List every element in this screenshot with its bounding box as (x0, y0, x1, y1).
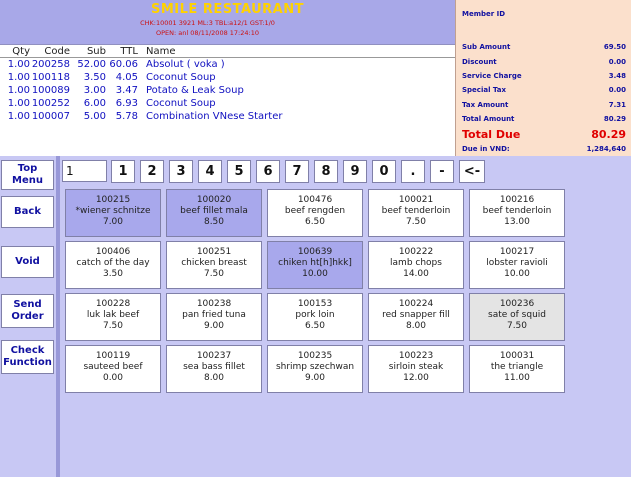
menu-item-code: 100639 (297, 247, 333, 257)
menu-item-button[interactable] (166, 345, 262, 393)
order-header (0, 45, 455, 58)
col-code: Code (44, 46, 70, 57)
col-ttl: TTL (120, 46, 138, 57)
keypad-key[interactable]: 0 (372, 160, 396, 183)
menu-item-price: 7.50 (102, 321, 124, 331)
sub-cell: 5.00 (83, 111, 106, 122)
menu-item-price: 9.00 (304, 373, 326, 383)
menu-item-button[interactable] (469, 293, 565, 341)
menu-item-button[interactable] (267, 345, 363, 393)
menu-item-button[interactable] (368, 241, 464, 289)
due-vnd-value: 1,284,640 (586, 145, 626, 153)
menu-item-code: 100217 (499, 247, 535, 257)
back-button[interactable]: Back (1, 196, 54, 228)
menu-item-code: 100216 (499, 195, 535, 205)
summary-value: 0.00 (608, 86, 626, 94)
menu-item-button[interactable] (368, 293, 464, 341)
col-qty: Qty (12, 46, 30, 57)
menu-item-name: catch of the day (76, 258, 150, 268)
keypad-key[interactable]: 2 (140, 160, 164, 183)
member-id-label: Member ID (462, 10, 506, 18)
col-sub: Sub (86, 46, 106, 57)
menu-item-name: *wiener schnitze (75, 206, 151, 216)
menu-item-button[interactable] (65, 241, 161, 289)
ttl-cell: 5.78 (115, 111, 138, 122)
order-row[interactable] (0, 84, 455, 97)
summary-row (462, 86, 626, 94)
menu-item-name: pan fried tuna (182, 310, 246, 320)
menu-item-button[interactable] (65, 293, 161, 341)
menu-item-button[interactable] (469, 189, 565, 237)
menu-item-name: sate of squid (488, 310, 546, 320)
keypad-key[interactable]: 4 (198, 160, 222, 183)
menu-item-code: 100020 (196, 195, 232, 205)
qty-cell: 1.00 (7, 59, 30, 70)
menu-item-name: the triangle (490, 362, 544, 372)
keypad-key[interactable]: 9 (343, 160, 367, 183)
order-row[interactable] (0, 71, 455, 84)
menu-item-price: 7.50 (203, 269, 225, 279)
ttl-cell: 6.93 (115, 98, 138, 109)
menu-item-button[interactable] (65, 189, 161, 237)
name-cell: Coconut Soup (146, 98, 216, 109)
menu-item-code: 100223 (398, 351, 434, 361)
check-function-button[interactable]: Check Function (1, 340, 54, 374)
menu-item-price: 12.00 (403, 373, 429, 383)
void-button[interactable]: Void (1, 246, 54, 278)
sidebar-divider (56, 156, 60, 477)
order-row[interactable] (0, 58, 455, 71)
code-cell: 100118 (31, 72, 70, 83)
menu-item-code: 100237 (196, 351, 232, 361)
menu-item-price: 6.50 (304, 321, 326, 331)
menu-item-code: 100236 (499, 299, 535, 309)
menu-item-name: beef rengden (284, 206, 346, 216)
menu-item-button[interactable] (267, 293, 363, 341)
menu-item-button[interactable] (368, 189, 464, 237)
keypad-key[interactable]: 3 (169, 160, 193, 183)
summary-value: 3.48 (608, 72, 626, 80)
code-cell: 100007 (31, 111, 70, 122)
name-cell: Coconut Soup (146, 72, 216, 83)
col-name: Name (146, 46, 176, 57)
total-due-row (462, 128, 626, 141)
menu-item-price: 11.00 (504, 373, 530, 383)
open-info: OPEN: anl 08/11/2008 17:24:10 (156, 29, 259, 37)
keypad-key[interactable]: . (401, 160, 425, 183)
menu-item-price: 10.00 (504, 269, 530, 279)
summary-value: 69.50 (603, 43, 626, 51)
summary-row (462, 43, 626, 51)
menu-item-name: sauteed beef (83, 362, 143, 372)
menu-item-price: 8.00 (405, 321, 427, 331)
summary-label: Service Charge (462, 72, 522, 80)
code-cell: 100252 (31, 98, 70, 109)
menu-item-price: 14.00 (403, 269, 429, 279)
menu-item-button[interactable] (368, 345, 464, 393)
menu-item-price: 10.00 (302, 269, 328, 279)
top-menu-button[interactable]: Top Menu (1, 160, 54, 190)
check-info: CHK:10001 3921 ML:3 TBL:a12/1 GST:1/0 (140, 19, 275, 27)
summary-label: Total Amount (462, 115, 515, 123)
ttl-cell: 4.05 (115, 72, 138, 83)
menu-item-name: beef tenderloin (482, 206, 552, 216)
keypad-key[interactable]: 5 (227, 160, 251, 183)
menu-item-button[interactable] (469, 345, 565, 393)
menu-item-button[interactable] (469, 241, 565, 289)
summary-row (462, 58, 626, 66)
menu-item-name: red snapper fill (382, 310, 450, 320)
menu-item-name: chiken ht[h]hkk] (278, 258, 352, 268)
summary-row (462, 115, 626, 123)
menu-item-code: 100238 (196, 299, 232, 309)
qty-cell: 1.00 (7, 72, 30, 83)
keypad-key[interactable]: - (430, 160, 454, 183)
menu-item-code: 100224 (398, 299, 434, 309)
menu-item-price: 8.00 (203, 373, 225, 383)
menu-item-price: 9.00 (203, 321, 225, 331)
qty-cell: 1.00 (7, 111, 30, 122)
menu-item-code: 100021 (398, 195, 434, 205)
order-row[interactable] (0, 97, 455, 110)
order-row[interactable] (0, 110, 455, 123)
send-order-button[interactable]: Send Order (1, 294, 54, 328)
menu-item-code: 100215 (95, 195, 131, 205)
keypad-key[interactable]: 1 (111, 160, 135, 183)
menu-item-name: lobster ravioli (486, 258, 548, 268)
qty-cell: 1.00 (7, 85, 30, 96)
menu-item-price: 7.50 (405, 217, 427, 227)
sub-cell: 3.50 (83, 72, 106, 83)
code-cell: 200258 (31, 59, 70, 70)
sidebar (0, 156, 56, 477)
summary-value: 7.31 (608, 101, 626, 109)
menu-item-name: shrimp szechwan (275, 362, 355, 372)
summary-label: Special Tax (462, 86, 507, 94)
total-due-label: Total Due (462, 128, 521, 141)
menu-item-button[interactable] (65, 345, 161, 393)
summary-label: Sub Amount (462, 43, 511, 51)
menu-item-price: 7.50 (506, 321, 528, 331)
name-cell: Potato & Leak Soup (146, 85, 244, 96)
menu-item-price: 8.50 (203, 217, 225, 227)
menu-item-code: 100235 (297, 351, 333, 361)
menu-item-name: beef tenderloin (381, 206, 451, 216)
due-vnd-label: Due in VND: (462, 145, 510, 153)
menu-item-button[interactable] (267, 189, 363, 237)
ttl-cell: 3.47 (115, 85, 138, 96)
menu-item-code: 100406 (95, 247, 131, 257)
keypad-key[interactable]: 6 (256, 160, 280, 183)
keypad-key[interactable]: <- (459, 160, 485, 183)
name-cell: Combination VNese Starter (146, 111, 283, 122)
summary-label: Discount (462, 58, 497, 66)
menu-item-price: 3.50 (102, 269, 124, 279)
menu-item-code: 100222 (398, 247, 434, 257)
menu-item-price: 0.00 (102, 373, 124, 383)
ttl-cell: 60.06 (109, 59, 138, 70)
sub-cell: 3.00 (83, 85, 106, 96)
menu-item-name: sirloin steak (388, 362, 444, 372)
menu-item-price: 13.00 (504, 217, 530, 227)
summary-row (462, 101, 626, 109)
menu-item-name: beef fillet mala (180, 206, 248, 216)
menu-item-button[interactable] (166, 241, 262, 289)
header (0, 0, 455, 44)
sub-cell: 52.00 (77, 59, 106, 70)
summary-value: 80.29 (603, 115, 626, 123)
total-due-value: 80.29 (591, 128, 626, 141)
menu-item-name: sea bass fillet (183, 362, 245, 372)
menu-item-name: luk lak beef (86, 310, 140, 320)
quantity-input[interactable]: 1 (62, 160, 107, 182)
due-vnd-row (462, 145, 626, 153)
keypad-key[interactable]: 8 (314, 160, 338, 183)
menu-item-code: 100031 (499, 351, 535, 361)
keypad-key[interactable]: 7 (285, 160, 309, 183)
menu-item-name: lamb chops (390, 258, 442, 268)
restaurant-title: SMILE RESTAURANT (151, 2, 304, 17)
order-list (0, 44, 455, 156)
summary-label: Tax Amount (462, 101, 509, 109)
menu-item-button[interactable] (267, 241, 363, 289)
qty-cell: 1.00 (7, 98, 30, 109)
menu-item-name: pork loin (295, 310, 335, 320)
menu-item-button[interactable] (166, 293, 262, 341)
menu-item-code: 100119 (95, 351, 131, 361)
sub-cell: 6.00 (83, 98, 106, 109)
name-cell: Absolut ( voka ) (146, 59, 225, 70)
menu-item-button[interactable] (166, 189, 262, 237)
menu-item-code: 100153 (297, 299, 333, 309)
summary-value: 0.00 (608, 58, 626, 66)
summary-row (462, 72, 626, 80)
menu-item-code: 100228 (95, 299, 131, 309)
menu-item-name: chicken breast (181, 258, 247, 268)
menu-item-code: 100251 (196, 247, 232, 257)
menu-item-code: 100476 (297, 195, 333, 205)
menu-item-price: 7.00 (102, 217, 124, 227)
code-cell: 100089 (31, 85, 70, 96)
menu-item-price: 6.50 (304, 217, 326, 227)
summary-panel (455, 0, 631, 156)
